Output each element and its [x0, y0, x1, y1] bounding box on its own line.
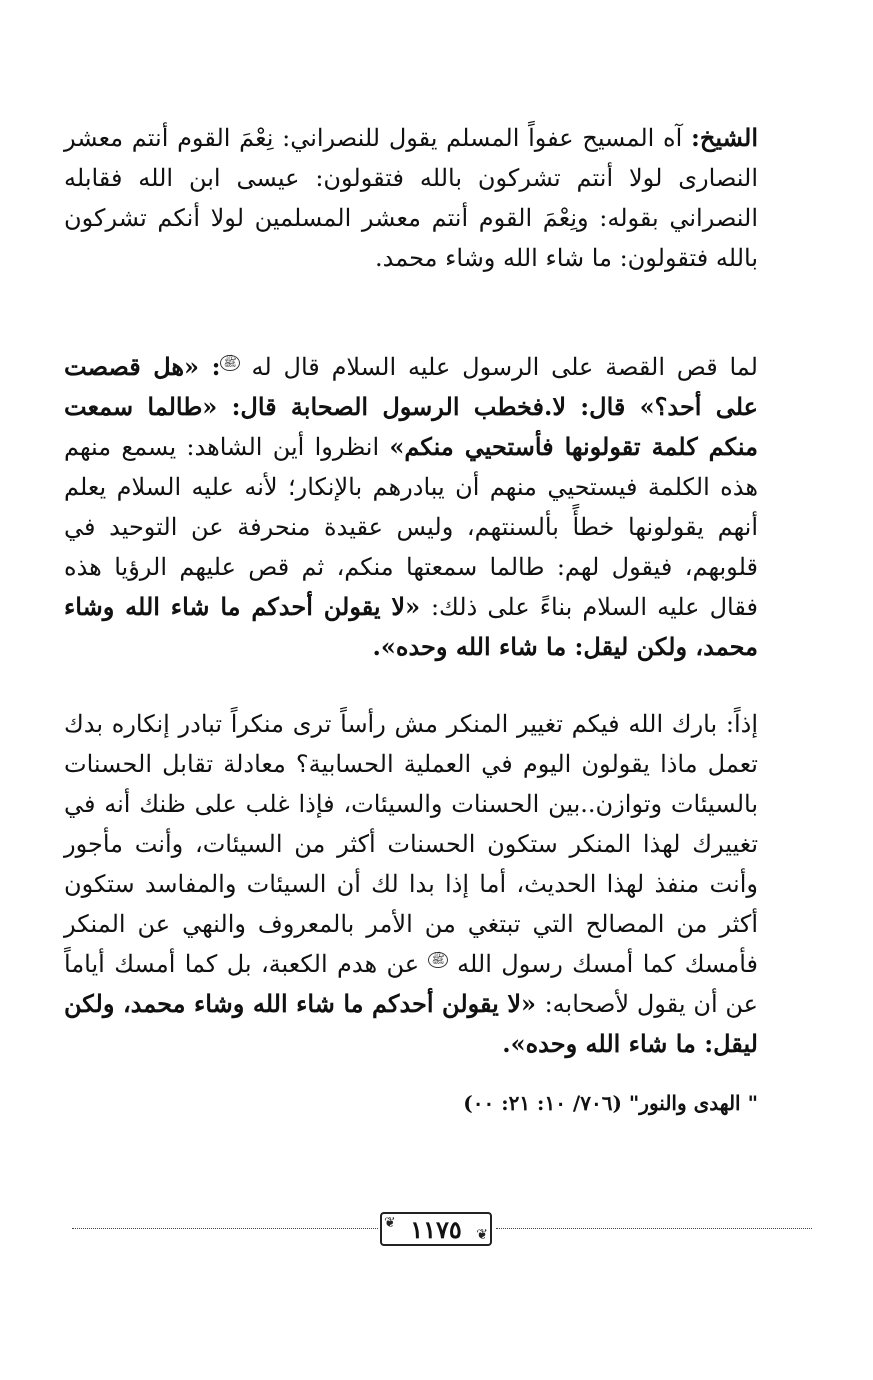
salawat-icon: ﷺ	[428, 952, 447, 968]
paragraph-3-text-a: إذاً: بارك الله فيكم تغيير المنكر مش رأساً ترى منكراً تبادر إنكاره بدك تعمل ماذا يقولون اليوم في العملية الحسابية؟ معادلة تقابل الحسنات بالسيئات وتوازن..بين الحسنات والسيئات، فإذا غلب على ظنك أنه في تغييرك لهذا المنكر ستكون الحسنات أكثر من السيئات، وأنت مأجور وأنت منفذ لهذا الحديث، أما إذا بدا لك أن السيئات والمفاسد ستكون أكثر من المصالح التي تبتغي من الأمر بالمعروف والنهي عن المنكر فأمسك كما أمسك رسول الله	[64, 710, 758, 978]
paragraph-3-quote: «لا يقولن أحدكم ما شاء الله وشاء محمد، ولكن ليقل: ما شاء الله وحده».	[64, 989, 758, 1058]
paragraph-2-quote-b: «لا يقولن أحدكم ما شاء الله وشاء محمد، ولكن ليقل: ما شاء الله وحده».	[64, 592, 758, 661]
salawat-icon: ﷺ	[220, 355, 239, 371]
page-number: ١١٧٥	[410, 1214, 462, 1244]
paragraph-2-text-a: لما قص القصة على الرسول عليه السلام قال له	[251, 353, 758, 381]
ornament-icon: ❦	[476, 1227, 488, 1243]
source-citation: " الهدى والنور" (٧٠٦/ ١٠: ٢١: ٠٠)	[463, 1091, 758, 1115]
ornament-icon: ❦	[384, 1215, 396, 1231]
footer-divider-right	[496, 1228, 812, 1229]
paragraph-2	[64, 347, 758, 667]
paragraph-3	[64, 704, 758, 1064]
footer-divider-left	[72, 1228, 378, 1229]
speaker-label: الشيخ:	[691, 123, 758, 152]
page-number-frame	[380, 1212, 492, 1246]
paragraph-2-quote-a: : «هل قصصت على أحد؟» قال: لا.فخطب الرسول الصحابة قال: «طالما سمعت منكم كلمة تقولونها فأستحيي منكم»	[64, 352, 758, 461]
paragraph-1	[64, 118, 758, 278]
paragraph-3-text-b: عن هدم الكعبة، بل كما أمسك أياماً عن أن يقول لأصحابه:	[64, 950, 758, 1018]
paragraph-1-text: آه المسيح عفواً المسلم يقول للنصراني: نِعْمَ القوم أنتم معشر النصارى لولا أنتم تشركون بالله فتقولون: عيسى ابن الله فقابله النصراني بقوله: ونِعْمَ القوم أنتم معشر المسلمين لولا أنكم تشركون بالله فتقولون: ما شاء الله وشاء محمد.	[64, 124, 758, 272]
paragraph-2-text-b: انظروا أين الشاهد: يسمع منهم هذه الكلمة فيستحيي منهم أن يبادرهم بالإنكار؛ لأنه عليه السلام يعلم أنهم يقولونها خطأً بألسنتهم، وليس عقيدة منحرفة عن التوحيد في قلوبهم، فيقول لهم: طالما سمعتها منكم، ثم قص عليهم الرؤيا هذه فقال عليه السلام بناءً على ذلك:	[64, 433, 758, 621]
